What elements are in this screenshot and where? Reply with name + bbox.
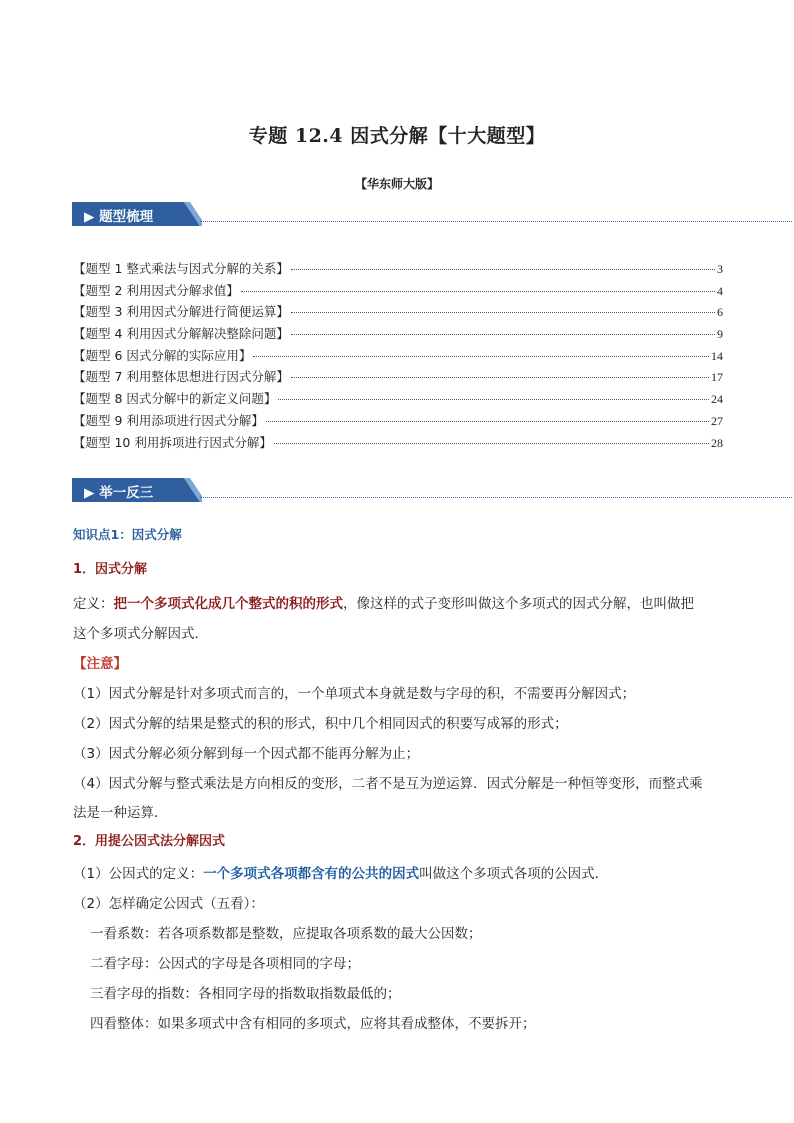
- look-3: 三看字母的指数：各相同字母的指数取指数最低的；: [90, 986, 401, 1002]
- banner-divider: [200, 221, 792, 222]
- edition-label: 【华东师大版】: [354, 177, 439, 191]
- toc-item-page: 6: [717, 305, 723, 320]
- toc-leader: [291, 377, 709, 378]
- toc-item[interactable]: [73, 324, 723, 346]
- toc-item[interactable]: [73, 367, 723, 389]
- table-of-contents: [73, 259, 723, 454]
- look-4: 四看整体：如果多项式中含有相同的多项式，应将其看成整体，不要拆开；: [90, 1016, 536, 1032]
- toc-leader: [266, 421, 709, 422]
- toc-item[interactable]: [73, 259, 723, 281]
- definition-line: [73, 592, 694, 612]
- toc-item-label: 【题型 3 利用因式分解进行简便运算】: [73, 304, 289, 320]
- definition-continuation: 这个多项式分解因式．: [73, 626, 208, 642]
- toc-item[interactable]: [73, 389, 723, 411]
- cf-highlight: 一个多项式各项都含有的公共的因式: [203, 866, 420, 882]
- toc-item[interactable]: [73, 433, 723, 455]
- toc-item-label: 【题型 9 利用添项进行因式分解】: [73, 412, 264, 428]
- toc-leader: [241, 291, 715, 292]
- toc-item-page: 24: [711, 392, 723, 407]
- toc-item-label: 【题型 2 利用因式分解求值】: [73, 282, 239, 298]
- toc-item[interactable]: [73, 411, 723, 433]
- toc-item[interactable]: [73, 281, 723, 303]
- note-1: （1）因式分解是针对多项式而言的，一个单项式本身就是数与字母的积，不需要再分解因式；: [73, 686, 636, 702]
- cf-rest: 叫做这个多项式各项的公因式．: [419, 866, 609, 882]
- cf-prefix: （1）公因式的定义：: [73, 866, 204, 882]
- note-2: （2）因式分解的结果是整式的积的形式，积中几个相同因式的积要写成幂的形式；: [73, 716, 568, 732]
- toc-item-page: 3: [717, 262, 723, 276]
- page-title: 专题 12.4 因式分解【十大题型】: [248, 125, 546, 147]
- toc-item[interactable]: [73, 346, 723, 368]
- toc-item-page: 27: [711, 413, 723, 428]
- practice-banner-label: ▶ 举一反三: [84, 485, 154, 501]
- toc-item-label: 【题型 6 因式分解的实际应用】: [73, 347, 252, 363]
- section-heading-2: 2．用提公因式法分解因式: [73, 834, 226, 849]
- toc-item-label: 【题型 8 因式分解中的新定义问题】: [73, 391, 277, 407]
- toc-item-page: 9: [717, 327, 723, 342]
- toc-leader: [253, 356, 709, 357]
- outline-banner-label: ▶ 题型梳理: [84, 209, 154, 225]
- definition-rest: ，像这样的式子变形叫做这个多项式的因式分解，也叫做把: [343, 596, 694, 612]
- toc-item-page: 17: [711, 370, 723, 385]
- toc-item-label: 【题型 1 整式乘法与因式分解的关系】: [73, 261, 289, 276]
- toc-item[interactable]: [73, 302, 723, 324]
- look-1: 一看系数：若各项系数都是整数，应提取各项系数的最大公因数；: [90, 926, 482, 942]
- note-3: （3）因式分解必须分解到每一个因式都不能再分解为止；: [73, 746, 420, 762]
- toc-item-page: 4: [717, 283, 723, 298]
- toc-leader: [278, 399, 709, 400]
- note-4-continuation: 法是一种运算．: [73, 805, 168, 821]
- toc-leader: [274, 443, 709, 444]
- toc-leader: [291, 312, 715, 313]
- toc-item-label: 【题型 4 利用因式分解解决整除问题】: [73, 326, 289, 342]
- toc-item-label: 【题型 10 利用拆项进行因式分解】: [73, 434, 272, 450]
- knowledge-point-heading: 知识点1：因式分解: [73, 527, 182, 542]
- look-2: 二看字母：公因式的字母是各项相同的字母；: [90, 956, 360, 972]
- toc-leader: [291, 334, 715, 335]
- common-factor-definition: [73, 862, 608, 882]
- how-to-determine: （2）怎样确定公因式（五看）：: [73, 896, 264, 912]
- toc-item-page: 28: [711, 435, 723, 450]
- note-4: （4）因式分解与整式乘法是方向相反的变形，二者不是互为逆运算．因式分解是一种恒等变形，而整式乘: [73, 776, 703, 792]
- definition-highlight: 把一个多项式化成几个整式的积的形式: [113, 596, 343, 612]
- toc-item-label: 【题型 7 利用整体思想进行因式分解】: [73, 369, 289, 385]
- notice-heading: 【注意】: [73, 656, 127, 672]
- toc-leader: [291, 269, 715, 270]
- banner-divider: [200, 497, 792, 498]
- section-heading-1: 1．因式分解: [73, 562, 148, 577]
- definition-prefix: 定义：: [73, 596, 114, 612]
- toc-item-page: 14: [711, 348, 723, 363]
